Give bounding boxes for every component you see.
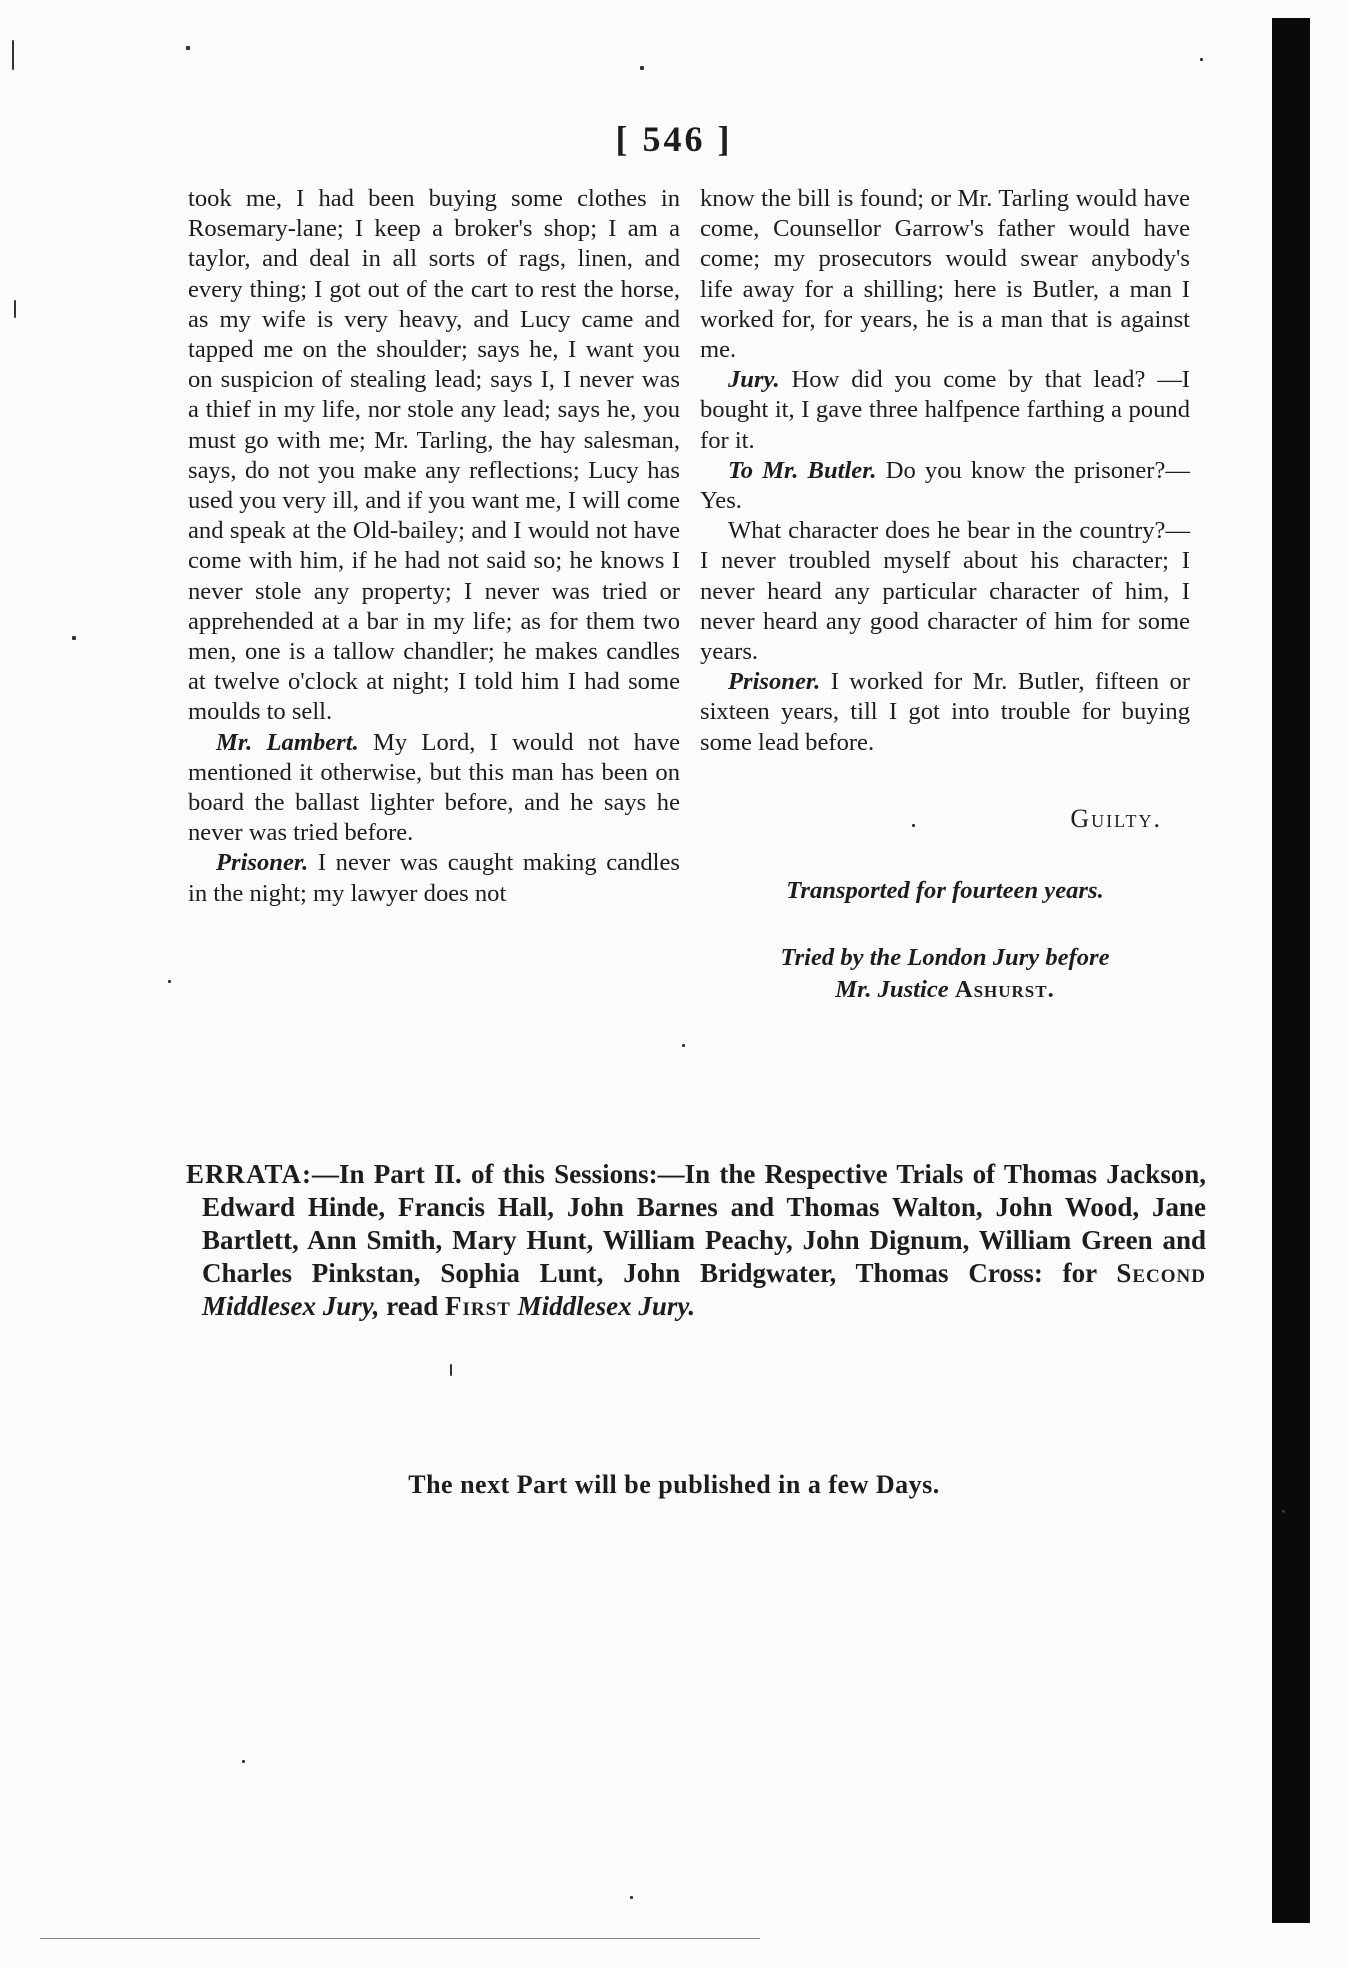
testimony-paragraph: took me, I had been buying some clothes in Rosemary-lane; I keep a broker's shop; I am a taylor, and deal in all sorts of rags, linen, and every thing; I got out of the cart to rest the horse, as my wife is very heavy, and Lucy came and tapped me on the shoulder; says he, I want you on suspicion of stealing lead; says I, I never was a thief in my life, nor stole any lead; says he, you must go with me; Mr. Tarling, the hay salesman, says, do not you make any reflections; Lucy has used you very ill, and if you want me, I will come and speak at the Old-bailey; and I would not have come with him, if he had not said so; he knows I never stole any property; I never was tried or apprehended at a bar in my life; as for them two men, one is a tallow chandler; he makes candles at twelve o'clock at night; I told him I had some moulds to sell. — [188, 185, 680, 726]
speaker-label: To Mr. Butler. — [728, 456, 877, 484]
testimony-paragraph: Mr. Lambert. My Lord, I would not have mentioned it otherwise, but this man has been on board the ballast lighter before, and he says he never was tried before. — [188, 728, 681, 847]
testimony-paragraph: What character does he bear in the country?—I never troubled myself about his character; I never heard any particular character of him, I never heard any good character of him for some years. — [700, 517, 1190, 666]
verdict: Guilty. — [1070, 803, 1162, 833]
speaker-label: Jury. — [728, 366, 780, 394]
testimony-paragraph: To Mr. Butler. Do you know the prisoner?—Yes. — [700, 456, 1190, 515]
tried-by-note: Tried by the London Jury before Mr. Justice Ashurst. — [780, 944, 1110, 1004]
left-column — [188, 184, 680, 909]
sentence-line: Transported for fourteen years. — [786, 877, 1104, 905]
testimony-paragraph: Jury. How did you come by that lead? —I bought it, I gave three halfpence farthing a pound for it. — [700, 366, 1190, 454]
right-column — [700, 184, 1190, 1006]
page-number: [ 546 ] — [615, 119, 733, 159]
testimony-paragraph: know the bill is found; or Mr. Tarling would have come, Counsellor Garrow's father would have come; my prosecutors would swear anybody's life away for a shilling; here is Butler, a man I worked for, for years, he is a man that is against me. — [700, 185, 1190, 364]
judge-name: Ashurst. — [954, 976, 1055, 1004]
testimony-paragraph: Prisoner. I never was caught making candles in the night; my lawyer does not — [188, 849, 680, 907]
next-part-notice: The next Part will be published in a few Days. — [408, 1470, 940, 1499]
scan-edge-shadow — [1272, 18, 1310, 1923]
errata-notice: ERRATA:—In Part II. of this Sessions:—In the Respective Trials of Thomas Jackson, Edward Hinde, Francis Hall, John Barnes and Thomas Walton, John Wood, Jane Bartlett, Ann Smith, Mary Hunt, William Peachy, John Dignum, William Green and Charles Pinkstan, Sophia Lunt, John Bridgwater, Thomas Cross: for Second Middlesex Jury, read First Middlesex Jury. — [186, 1159, 1206, 1321]
speaker-label: Prisoner. — [728, 668, 821, 696]
errata-label: ERRATA: — [186, 1159, 312, 1189]
speaker-label: Prisoner. — [216, 849, 309, 877]
testimony-paragraph: Prisoner. I worked for Mr. Butler, fifteen or sixteen years, till I got into trouble for buying some lead before. — [700, 668, 1190, 756]
scan-bottom-line — [40, 1938, 760, 1939]
speaker-label: Mr. Lambert. — [216, 728, 359, 756]
